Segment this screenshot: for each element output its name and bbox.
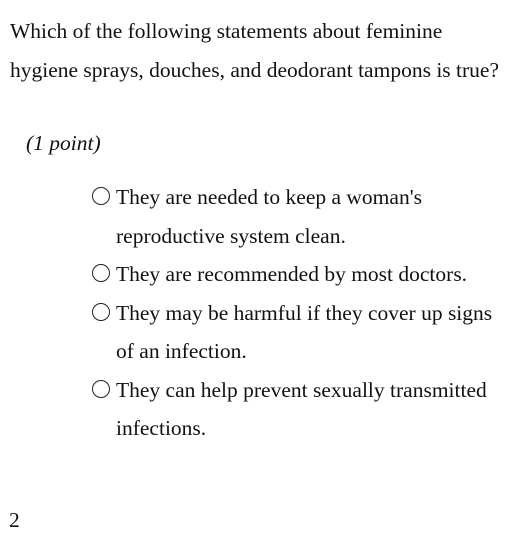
- answer-option-label: They are needed to keep a woman's reproductive system clean.: [116, 185, 422, 248]
- radio-unselected-icon[interactable]: [92, 380, 110, 398]
- next-question-number-partial: 2: [9, 508, 20, 532]
- radio-unselected-icon[interactable]: [92, 264, 110, 282]
- answer-options: [92, 178, 512, 448]
- answer-option-label: They may be harmful if they cover up signs of an infection.: [116, 300, 493, 363]
- answer-option-4[interactable]: [92, 371, 512, 448]
- answer-option-label: They are recommended by most doctors.: [116, 262, 468, 286]
- radio-unselected-icon[interactable]: [92, 187, 110, 205]
- question-text: Which of the following statements about feminine hygiene sprays, douches, and deodorant tampons is true?: [10, 19, 499, 82]
- answer-option-2[interactable]: [92, 255, 512, 294]
- answer-option-3[interactable]: [92, 294, 512, 371]
- question-points: (1 point): [26, 131, 101, 155]
- answer-option-label: They can help prevent sexually transmitted infections.: [116, 377, 487, 440]
- answer-option-1[interactable]: [92, 178, 512, 255]
- radio-unselected-icon[interactable]: [92, 303, 110, 321]
